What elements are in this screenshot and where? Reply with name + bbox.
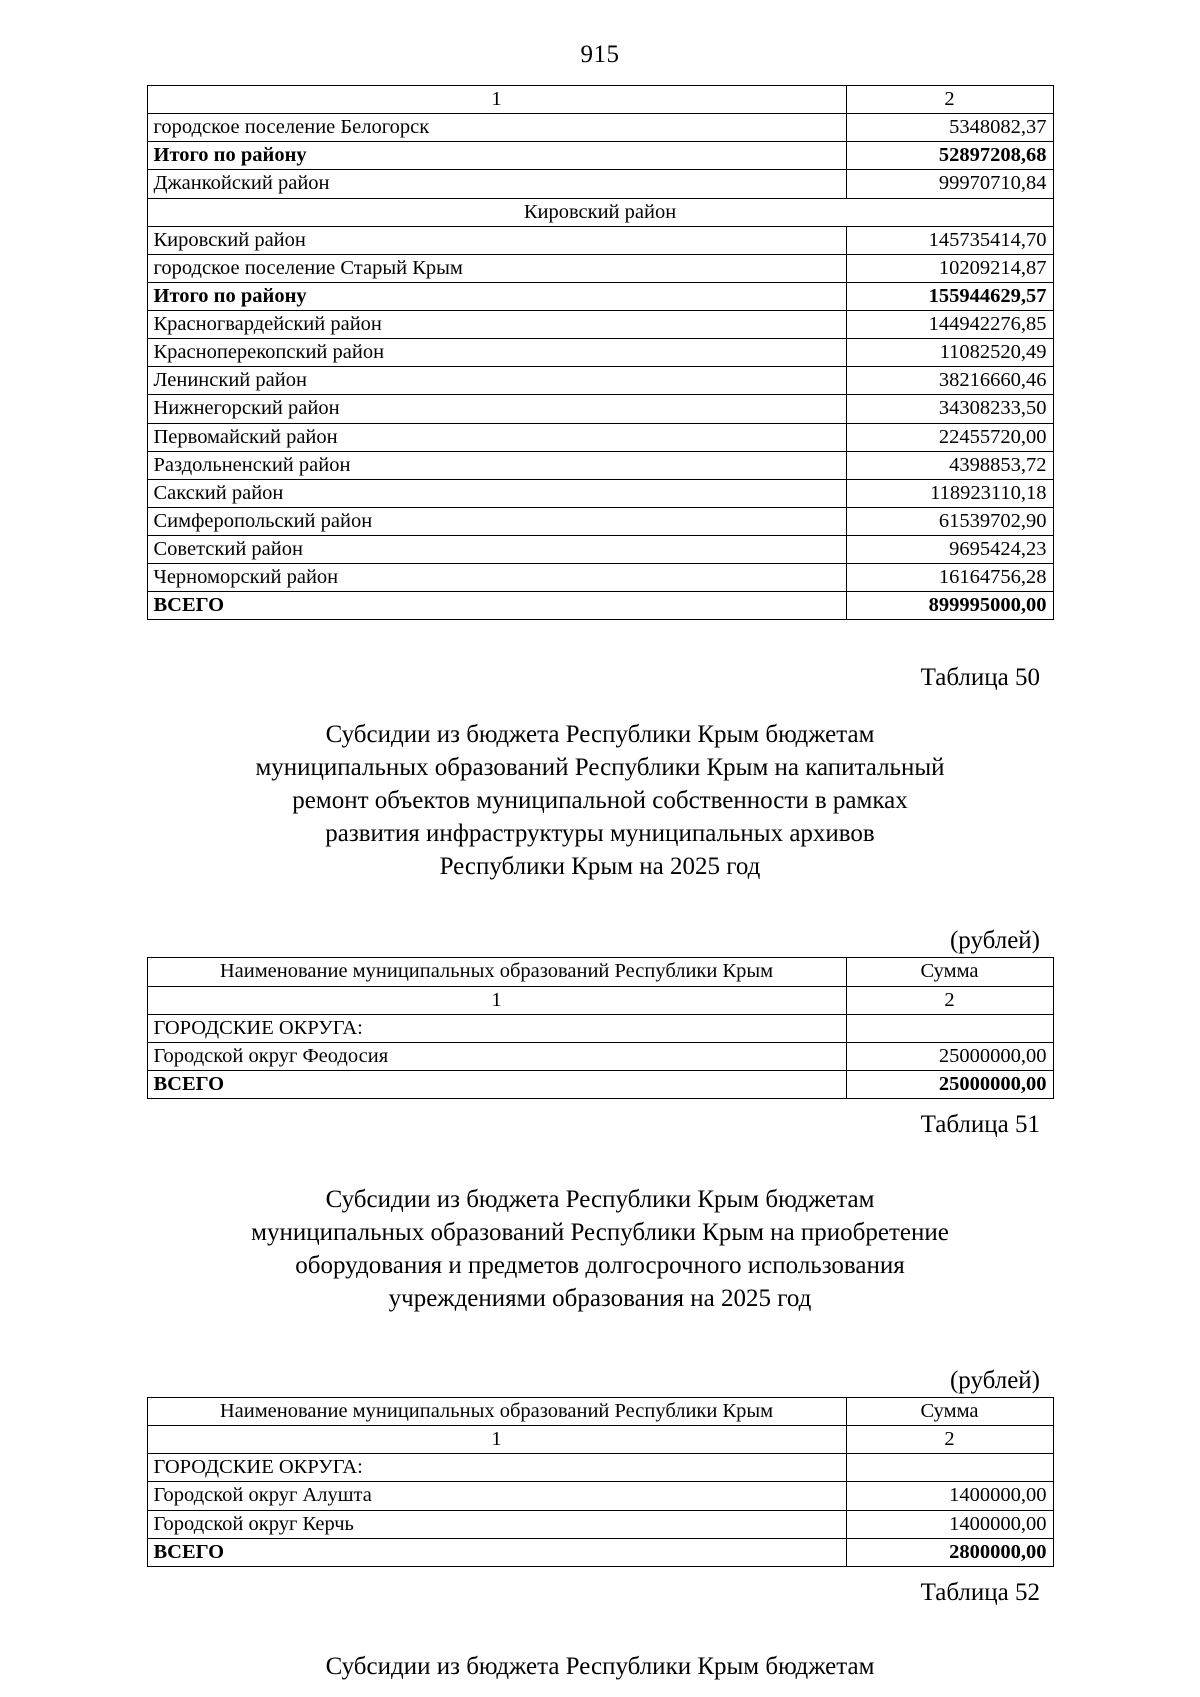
row-name: ВСЕГО: [147, 592, 846, 620]
row-name: ВСЕГО: [147, 1538, 846, 1566]
table-continued: [147, 85, 1054, 620]
table-row: [147, 142, 1053, 170]
row-name: ГОРОДСКИЕ ОКРУГА:: [147, 1454, 846, 1482]
table-51-units: (рублей): [949, 1366, 1040, 1394]
row-sum: 61539702,90: [846, 507, 1053, 535]
row-name: Раздольненский район: [147, 451, 846, 479]
table-row: [147, 254, 1053, 282]
table-row: [147, 86, 1053, 114]
table-row: [147, 311, 1053, 339]
table-row: [147, 1454, 1053, 1482]
row-name: городское поселение Белогорск: [147, 114, 846, 142]
row-name: Джанкойский район: [147, 170, 846, 198]
row-sum: 1400000,00: [846, 1510, 1053, 1538]
row-sum: [846, 1454, 1053, 1482]
heading-line: оборудования и предметов долгосрочного использования: [295, 1251, 905, 1279]
table-row: [147, 1014, 1053, 1042]
heading-line: муниципальных образований Республики Крым на приобретение: [251, 1218, 949, 1246]
row-sum: 16164756,28: [846, 564, 1053, 592]
row-name: Нижнегорский район: [147, 395, 846, 423]
row-name: Городской округ Феодосия: [147, 1042, 846, 1070]
row-sum: 25000000,00: [846, 1042, 1053, 1070]
table-header-row: [147, 958, 1053, 986]
table-51-body: [147, 1398, 1053, 1567]
row-name: Ленинский район: [147, 367, 846, 395]
header-sum: Сумма: [846, 1398, 1053, 1426]
column-number-2: 2: [846, 86, 1053, 114]
column-number-1: 1: [147, 86, 846, 114]
row-name: Городской округ Алушта: [147, 1482, 846, 1510]
table-row: [147, 479, 1053, 507]
column-number-1: 1: [147, 1426, 846, 1454]
row-sum: 9695424,23: [846, 536, 1053, 564]
heading-line: Республики Крым на 2025 год: [439, 852, 761, 880]
table-52-label: Таблица 52: [920, 1578, 1040, 1606]
table-row: [147, 339, 1053, 367]
row-sum: 145735414,70: [846, 226, 1053, 254]
row-name: Красногвардейский район: [147, 311, 846, 339]
table-row: [147, 226, 1053, 254]
table-total-row: [147, 592, 1053, 620]
row-sum: 5348082,37: [846, 114, 1053, 142]
table-row: [147, 451, 1053, 479]
row-sum: 52897208,68: [846, 142, 1053, 170]
row-sum: 11082520,49: [846, 339, 1053, 367]
table-row: [147, 507, 1053, 535]
table-section-row: [147, 198, 1053, 226]
table-continued-body: [147, 86, 1053, 620]
header-name: Наименование муниципальных образований Республики Крым: [147, 1398, 846, 1426]
table-row: [147, 1510, 1053, 1538]
row-sum: 899995000,00: [846, 592, 1053, 620]
table-row: [147, 986, 1053, 1014]
row-name: Советский район: [147, 536, 846, 564]
row-name: Первомайский район: [147, 423, 846, 451]
table-header-row: [147, 1398, 1053, 1426]
table-50: [147, 957, 1054, 1099]
row-sum: 34308233,50: [846, 395, 1053, 423]
row-sum: 155944629,57: [846, 282, 1053, 310]
table-row: [147, 536, 1053, 564]
table-52-heading: [220, 1650, 980, 1683]
table-50-label: Таблица 50: [920, 664, 1040, 692]
header-name: Наименование муниципальных образований Республики Крым: [147, 958, 846, 986]
row-sum: 10209214,87: [846, 254, 1053, 282]
row-name: Городской округ Керчь: [147, 1510, 846, 1538]
table-row: [147, 114, 1053, 142]
column-number-1: 1: [147, 986, 846, 1014]
table-row: [147, 282, 1053, 310]
table-row: [147, 1482, 1053, 1510]
row-name: ВСЕГО: [147, 1070, 846, 1098]
table-total-row: [147, 1070, 1053, 1098]
row-name: городское поселение Старый Крым: [147, 254, 846, 282]
section-title: Кировский район: [147, 198, 1053, 226]
table-row: [147, 1042, 1053, 1070]
row-sum: [846, 1014, 1053, 1042]
heading-line: развития инфраструктуры муниципальных архивов: [325, 819, 875, 847]
heading-line: Субсидии из бюджета Республики Крым бюджетам: [325, 1185, 875, 1213]
row-sum: 144942276,85: [846, 311, 1053, 339]
row-name: Сакский район: [147, 479, 846, 507]
row-sum: 1400000,00: [846, 1482, 1053, 1510]
row-sum: 99970710,84: [846, 170, 1053, 198]
table-row: [147, 367, 1053, 395]
table-total-row: [147, 1538, 1053, 1566]
row-name: Симферопольский район: [147, 507, 846, 535]
table-row: [147, 423, 1053, 451]
table-51-heading: [220, 1183, 980, 1315]
row-name: Итого по району: [147, 282, 846, 310]
row-name: Итого по району: [147, 142, 846, 170]
row-sum: 22455720,00: [846, 423, 1053, 451]
row-sum: 4398853,72: [846, 451, 1053, 479]
row-sum: 118923110,18: [846, 479, 1053, 507]
row-name: Красноперекопский район: [147, 339, 846, 367]
table-50-units: (рублей): [949, 926, 1040, 954]
header-sum: Сумма: [846, 958, 1053, 986]
table-row: [147, 1426, 1053, 1454]
table-50-heading: [220, 718, 980, 883]
row-name: ГОРОДСКИЕ ОКРУГА:: [147, 1014, 846, 1042]
heading-line: ремонт объектов муниципальной собственности в рамках: [292, 786, 908, 814]
row-name: Кировский район: [147, 226, 846, 254]
row-sum: 2800000,00: [846, 1538, 1053, 1566]
row-name: Черноморский район: [147, 564, 846, 592]
table-51: [147, 1397, 1054, 1567]
column-number-2: 2: [846, 986, 1053, 1014]
heading-line: муниципальных образований Республики Крым на капитальный: [255, 753, 945, 781]
table-51-label: Таблица 51: [920, 1111, 1040, 1138]
row-sum: 38216660,46: [846, 367, 1053, 395]
page-number: 915: [580, 41, 620, 68]
table-row: [147, 170, 1053, 198]
table-row: [147, 395, 1053, 423]
column-number-2: 2: [846, 1426, 1053, 1454]
row-sum: 25000000,00: [846, 1070, 1053, 1098]
heading-line: Субсидии из бюджета Республики Крым бюджетам: [325, 1653, 875, 1681]
table-row: [147, 564, 1053, 592]
table-50-body: [147, 958, 1053, 1099]
heading-line: учреждениями образования на 2025 год: [388, 1284, 812, 1312]
heading-line: Субсидии из бюджета Республики Крым бюджетам: [325, 720, 875, 748]
